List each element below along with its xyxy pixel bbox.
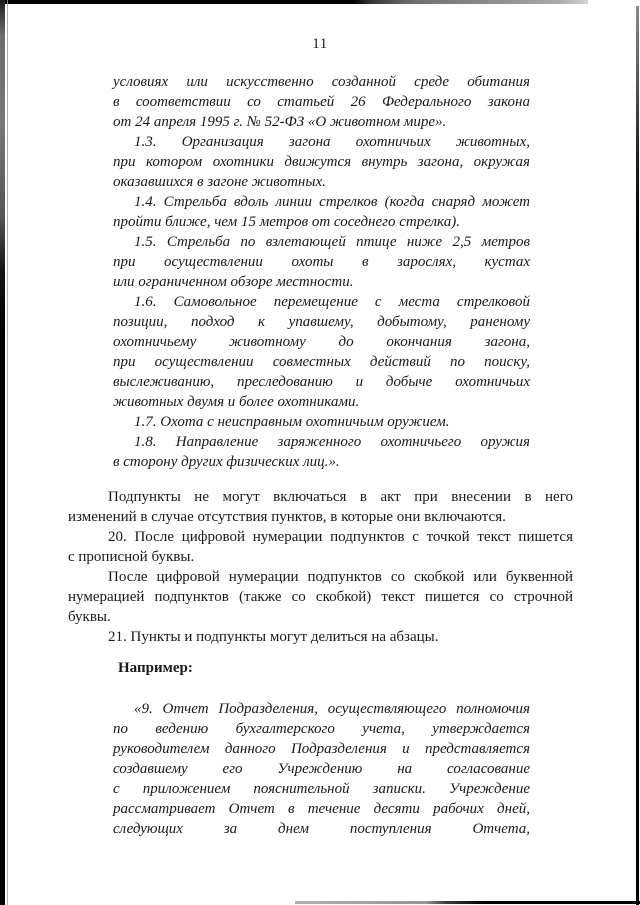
example-label: Например: [118,660,193,676]
quote1-line: при котором охотники движутся внутрь загона, окружая [113,154,530,170]
body-line: После цифровой нумерации подпунктов со скобкой или буквенной [108,569,573,585]
quote2-line: руководителем данного Подразделения и представляется [113,741,530,757]
scan-border-bottom [295,901,640,904]
body-line: нумерацией подпунктов (также со скобкой) текст пишется со строчной [68,589,573,605]
body-text-block [68,487,573,647]
quote1-line: 1.8. Направление заряженного охотничьего оружия [134,434,530,450]
scan-border-top [0,0,588,4]
quote-block-hunting-rules [113,72,530,472]
body-line: с прописной буквы. [68,549,195,565]
scan-border-right [636,6,639,905]
quote2-line: следующих за днем поступления Отчета, [113,821,530,837]
quote2-line: создавшему его Учреждению на согласование [113,761,530,777]
page-number: 11 [312,36,328,52]
quote1-line: охотничьему животному до окончания загона, [113,334,530,350]
quote1-line: при осуществлении совместных действий по поиску, [113,354,530,370]
quote1-line: оказавшихся в загоне животных. [113,174,326,190]
quote1-line: в сторону других физических лиц.». [113,454,340,470]
quote1-line: пройти ближе, чем 15 метров от соседнего стрелка). [113,214,460,230]
body-line: изменений в случае отсутствия пунктов, в которые они включаются. [68,509,506,525]
quote1-line: или ограниченном обзоре местности. [113,274,354,290]
quote1-line: 1.3. Организация загона охотничьих животных, [134,134,530,150]
quote2-line: по ведению бухгалтерского учета, утверждается [113,721,530,737]
quote2-line: рассматривает Отчет в течение десяти рабочих дней, [113,801,530,817]
scan-inner-left-line [7,0,8,905]
quote-block-report-example [113,699,530,839]
quote1-line: выслеживанию, преследованию и добыче охотничьих [113,374,530,390]
quote1-line: 1.5. Стрельба по взлетающей птице ниже 2,5 метров [134,234,530,250]
quote1-line: 1.7. Охота с неисправным охотничьим оружием. [134,414,450,430]
quote1-line: в соответствии со статьей 26 Федерального закона [113,94,530,110]
quote2-line: с приложением пояснительной записки. Учреждение [113,781,530,797]
quote1-line: животных двумя и более охотниками. [113,394,360,410]
scan-border-left [0,0,5,905]
quote1-line: условиях или искусственно созданной среде обитания [113,74,530,90]
body-line: 20. После цифровой нумерации подпунктов с точкой текст пишется [108,529,573,545]
quote1-line: 1.6. Самовольное перемещение с места стрелковой [134,294,530,310]
quote1-line: 1.4. Стрельба вдоль линии стрелков (когда снаряд может [134,194,530,210]
quote1-line: позиции, подход к упавшему, добытому, раненому [113,314,530,330]
body-line: 21. Пункты и подпункты могут делиться на абзацы. [108,629,439,645]
body-line: Подпункты не могут включаться в акт при внесении в него [108,489,573,505]
body-line: буквы. [68,609,111,625]
quote1-line: от 24 апреля 1995 г. № 52-ФЗ «О животном мире». [113,114,447,130]
quote1-line: при осуществлении охоты в зарослях, кустах [113,254,530,270]
quote2-line: «9. Отчет Подразделения, осуществляющего полномочия [134,701,530,717]
